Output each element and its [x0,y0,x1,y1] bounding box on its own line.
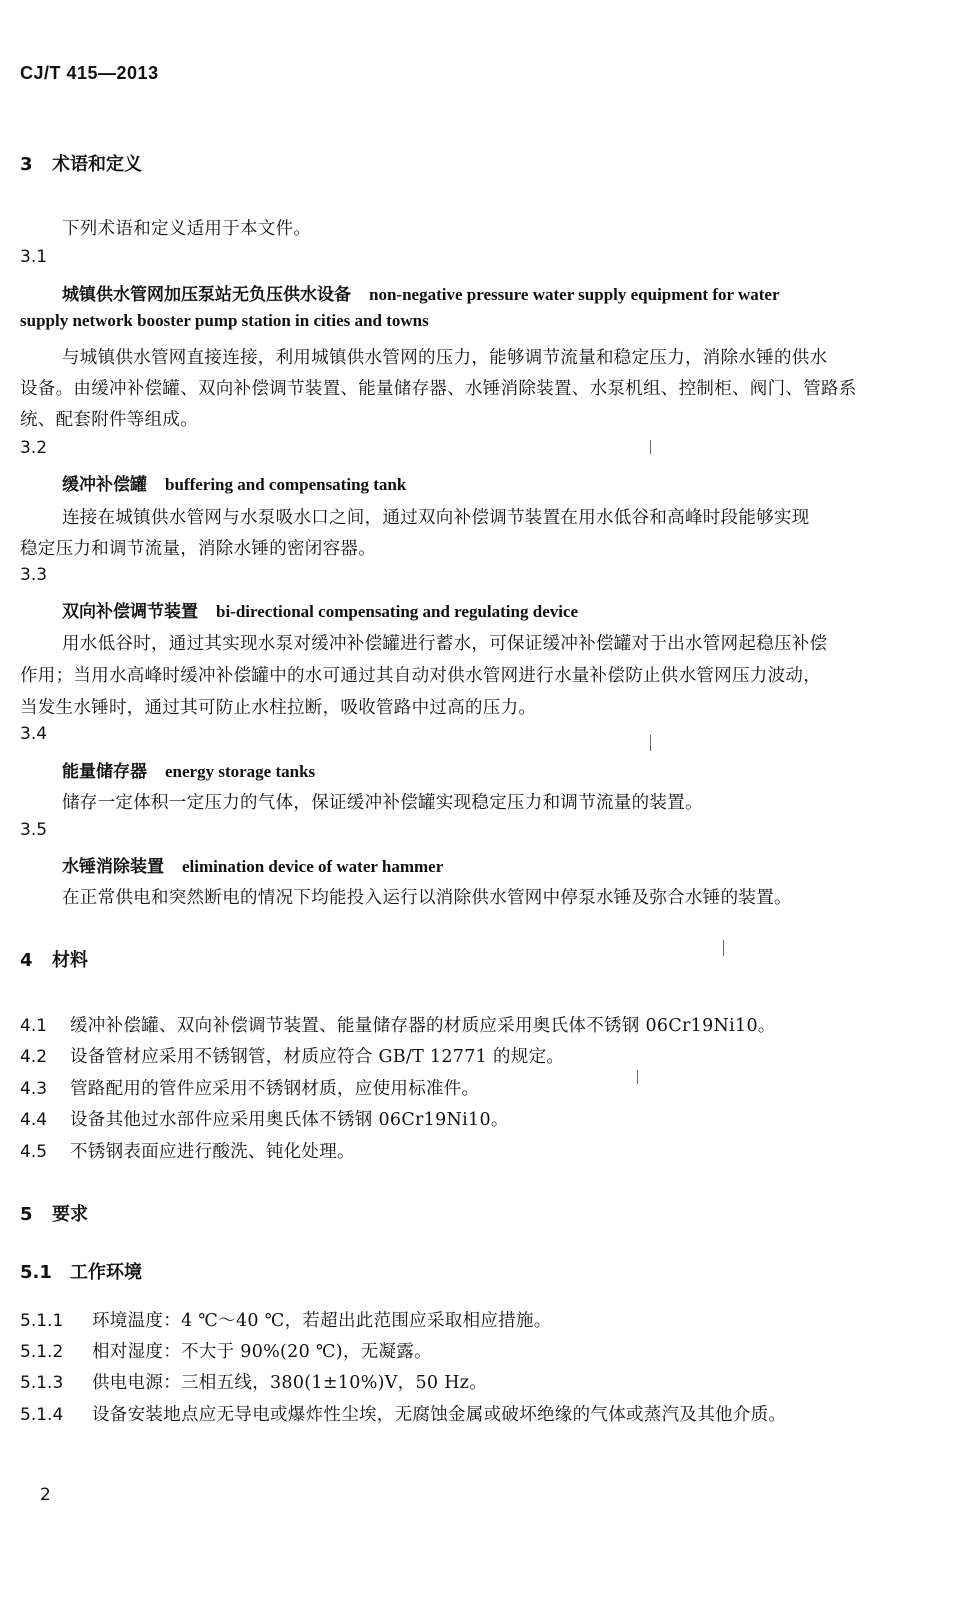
definition-line: 作用；当用水高峰时缓冲补偿罐中的水可通过其自动对供水管网进行水量补偿防止供水管网压力波动， [20,666,821,686]
term-en: elimination device of water hammer [182,857,444,876]
term-en: bi-directional compensating and regulating device [216,602,579,621]
list-item [20,1012,776,1037]
item-number: 4.1 [20,1016,48,1036]
item-number: 5.1.3 [20,1373,64,1393]
item-number: 5.1.1 [20,1311,64,1331]
term-cn: 城镇供水管网加压泵站无负压供水设备 [62,285,351,305]
term-cn: 缓冲补偿罐 [62,475,147,495]
list-item [20,1075,479,1100]
term-en-line2: supply network booster pump station in cities and towns [20,311,429,330]
list-item [20,1369,487,1394]
term-cn: 双向补偿调节装置 [62,602,198,622]
definition-line: 当发生水锤时，通过其可防止水柱拉断，吸收管路中过高的压力。 [20,698,537,718]
term-heading [62,470,406,495]
item-number: 4.2 [20,1047,48,1067]
item-number: 4.3 [20,1079,48,1099]
list-item [20,1307,552,1332]
item-number: 5.1.2 [20,1342,64,1362]
section-3-intro: 下列术语和定义适用于本文件。 [62,219,312,239]
item-text: 环境温度：4 ℃～40 ℃，若超出此范围应采取相应措施。 [92,1311,552,1331]
section-title: 要求 [52,1204,88,1225]
section-3-heading [20,150,142,176]
definition-line: 连接在城镇供水管网与水泵吸水口之间，通过双向补偿调节装置在用水低谷和高峰时段能够实现 [62,508,810,528]
definition-line: 与城镇供水管网直接连接，利用城镇供水管网的压力，能够调节流量和稳定压力，消除水锤的供水 [62,348,828,368]
item-number: 4.5 [20,1142,48,1162]
list-item [20,1401,786,1426]
definition-line: 储存一定体积一定压力的气体，保证缓冲补偿罐实现稳定压力和调节流量的装置。 [62,793,703,813]
term-en: energy storage tanks [165,762,316,781]
item-text: 设备管材应采用不锈钢管，材质应符合 GB/T 12771 的规定。 [70,1047,565,1067]
definition-line: 稳定压力和调节流量，消除水锤的密闭容器。 [20,539,376,559]
scan-artifact [650,440,651,454]
item-number: 4.4 [20,1110,48,1130]
term-cn: 水锤消除装置 [62,857,164,877]
item-text: 供电电源：三相五线，380(1±10%)V，50 Hz。 [92,1373,488,1393]
section-number: 5 [20,1204,33,1225]
term-en: buffering and compensating tank [165,475,407,494]
section-number: 4 [20,950,33,971]
item-text: 设备安装地点应无导电或爆炸性尘埃，无腐蚀金属或破坏绝缘的气体或蒸汽及其他介质。 [92,1405,787,1425]
list-item [20,1338,432,1363]
item-text: 不锈钢表面应进行酸洗、钝化处理。 [70,1142,355,1162]
term-number: 3.5 [20,820,48,840]
term-heading [62,852,443,877]
list-item [20,1043,564,1068]
item-number: 5.1.4 [20,1405,64,1425]
definition-line: 用水低谷时，通过其实现水泵对缓冲补偿罐进行蓄水，可保证缓冲补偿罐对于出水管网起稳压补偿 [62,634,828,654]
section-number: 3 [20,154,33,175]
page-number: 2 [40,1485,51,1505]
term-heading [62,280,780,305]
subsection-5-1-heading [20,1258,142,1284]
section-4-heading [20,946,88,972]
term-en-continued [20,311,429,331]
term-number: 3.3 [20,565,48,585]
scan-artifact [637,1070,638,1084]
scan-artifact [650,735,651,751]
list-item [20,1106,509,1131]
item-text: 缓冲补偿罐、双向补偿调节装置、能量储存器的材质应采用奥氏体不锈钢 06Cr19Ni10。 [70,1016,776,1036]
definition-line: 在正常供电和突然断电的情况下均能投入运行以消除供水管网中停泵水锤及弥合水锤的装置。 [62,888,792,908]
item-text: 管路配用的管件应采用不锈钢材质，应使用标准件。 [70,1079,480,1099]
section-title: 术语和定义 [52,154,142,175]
subsection-title: 工作环境 [70,1262,142,1283]
term-number: 3.4 [20,724,48,744]
list-item [20,1138,355,1163]
section-5-heading [20,1200,88,1226]
term-cn: 能量储存器 [62,762,147,782]
scan-artifact [723,940,724,956]
term-en: non-negative pressure water supply equipment for water [369,285,780,304]
item-text: 相对湿度：不大于 90%(20 ℃)，无凝露。 [92,1342,432,1362]
section-title: 材料 [52,950,88,971]
standard-number-header: CJ/T 415—2013 [20,63,159,83]
term-heading [62,597,578,622]
term-number: 3.2 [20,438,48,458]
subsection-number: 5.1 [20,1262,52,1283]
item-text: 设备其他过水部件应采用奥氏体不锈钢 06Cr19Ni10。 [70,1110,509,1130]
term-heading [62,757,315,782]
definition-line: 统、配套附件等组成。 [20,410,198,430]
definition-line: 设备。由缓冲补偿罐、双向补偿调节装置、能量储存器、水锤消除装置、水泵机组、控制柜、阀门、管路系 [20,379,857,399]
term-number: 3.1 [20,247,48,267]
